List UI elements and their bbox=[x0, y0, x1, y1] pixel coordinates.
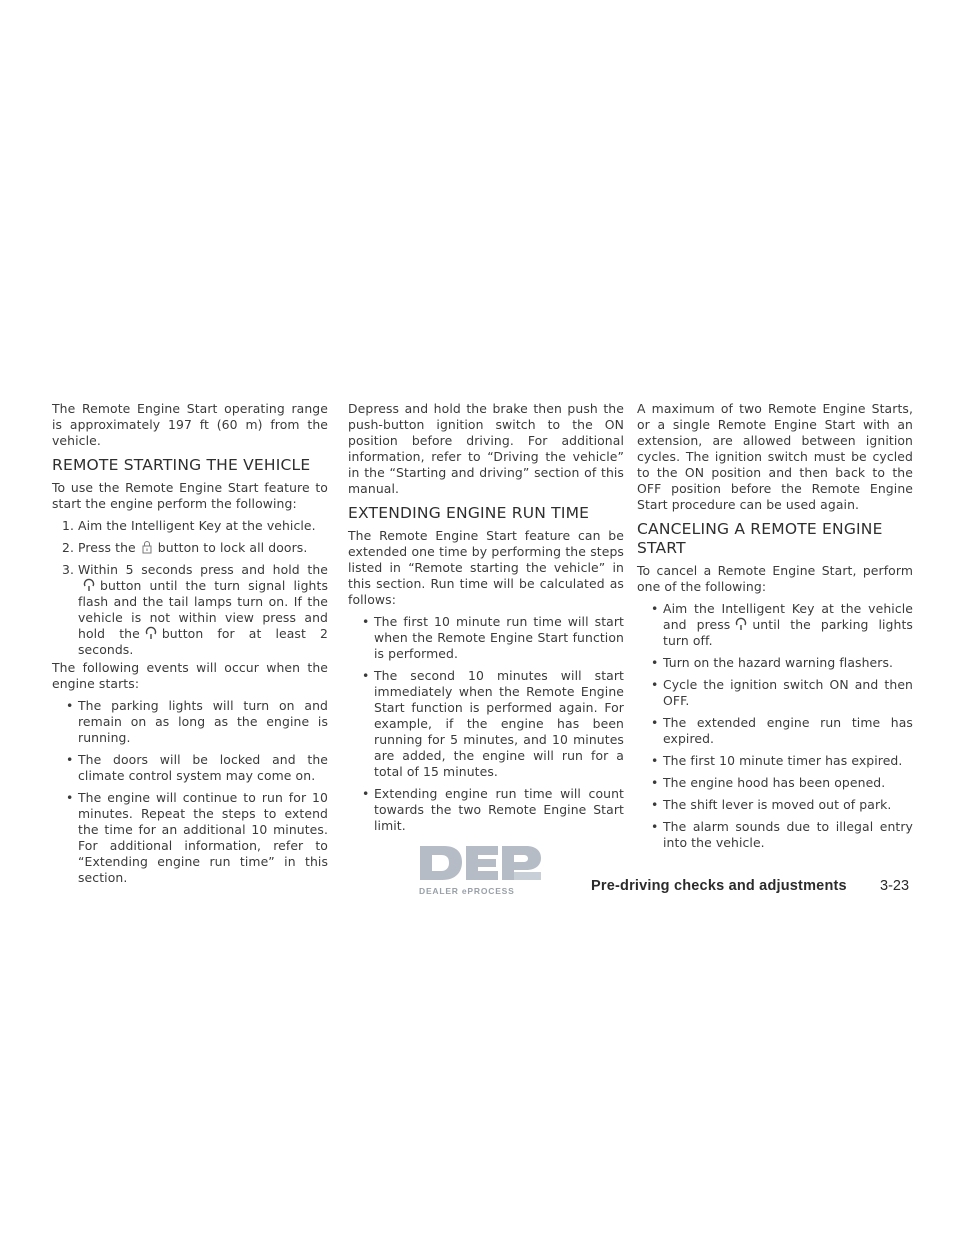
remote-start-icon bbox=[730, 617, 752, 631]
lock-icon bbox=[136, 540, 158, 554]
list-item: • The engine hood has been opened. bbox=[651, 775, 886, 790]
step-1: 1. Aim the Intelligent Key at the vehicle. bbox=[62, 518, 316, 533]
column-1 bbox=[52, 401, 328, 886]
cancel-list bbox=[637, 601, 913, 851]
dep-watermark-text: DEALER ePROCESS bbox=[419, 886, 515, 896]
cancel-intro: To cancel a Remote Engine Start, perform one of the following: bbox=[637, 563, 913, 594]
list-item: • The first 10 minute timer has expired. bbox=[651, 753, 903, 768]
maximum-starts-paragraph: A maximum of two Remote Engine Starts, or a single Remote Engine Start with an extension, are allowed between ignition cycles. The ignition switch must be cycled to the ON position and then back to the OFF position before the Remote Engine Start procedure can be used again. bbox=[637, 401, 913, 512]
list-item: • Cycle the ignition switch ON and then OFF. bbox=[651, 677, 913, 708]
remote-start-steps bbox=[52, 518, 328, 658]
list-item: • The doors will be locked and the climate control system may come on. bbox=[66, 752, 328, 783]
step-2: 2. Press the button to lock all doors. bbox=[62, 540, 308, 555]
list-item: • The engine will continue to run for 10 minutes. Repeat the steps to extend the time for an additional 10 minutes. For additional information, refer to “Extending engine run time” in this section. bbox=[66, 790, 328, 885]
list-item: • The parking lights will turn on and remain on as long as the engine is running. bbox=[66, 698, 328, 745]
run-time-list bbox=[348, 614, 624, 834]
page-number: 3-23 bbox=[880, 878, 910, 894]
list-item: • The shift lever is moved out of park. bbox=[651, 797, 892, 812]
section-title: Pre-driving checks and adjustments bbox=[591, 878, 847, 894]
brake-paragraph: Depress and hold the brake then push the push-button ignition switch to the ON position before driving. For additional information, refer to “Driving the vehicle” in the “Starting and driving” section of this manual. bbox=[348, 401, 624, 496]
extending-intro: The Remote Engine Start feature can be extended one time by performing the steps listed in “Remote starting the vehicle” in this section. Run time will be calculated as follows: bbox=[348, 528, 624, 607]
remote-start-intro: To use the Remote Engine Start feature to start the engine perform the following: bbox=[52, 480, 328, 511]
list-item: • The second 10 minutes will start immediately when the Remote Engine Start function is performed again. For example, if the engine has been running for 5 minutes, and 10 minutes are added, the engine will run for a total of 15 minutes. bbox=[362, 668, 624, 779]
remote-start-icon bbox=[78, 578, 100, 592]
list-item: • Aim the Intelligent Key at the vehicle and press until the parking lights turn off. bbox=[651, 601, 913, 648]
heading-canceling: CANCELING A REMOTE ENGINE START bbox=[637, 520, 883, 557]
heading-remote-starting: REMOTE STARTING THE VEHICLE bbox=[52, 456, 311, 474]
remote-start-icon bbox=[140, 626, 162, 640]
step-3: 3. Within 5 seconds press and hold thebutton until the turn signal lights flash and the tail lamps turn on. If the vehicle is not within view press and hold the button for at least 2 seconds. bbox=[62, 562, 328, 657]
column-3 bbox=[637, 401, 913, 851]
column-2 bbox=[348, 401, 624, 834]
list-item: • Extending engine run time will count towards the two Remote Engine Start limit. bbox=[362, 786, 624, 833]
list-item: • The extended engine run time has expired. bbox=[651, 715, 913, 746]
events-intro: The following events will occur when the engine starts: bbox=[52, 660, 328, 691]
list-item: • Turn on the hazard warning flashers. bbox=[651, 655, 894, 670]
events-list bbox=[52, 698, 328, 886]
list-item: • The alarm sounds due to illegal entry into the vehicle. bbox=[651, 819, 913, 850]
list-item: • The first 10 minute run time will start when the Remote Engine Start function is performed. bbox=[362, 614, 624, 661]
heading-extending-run-time: EXTENDING ENGINE RUN TIME bbox=[348, 504, 590, 522]
intro-paragraph: The Remote Engine Start operating range is approximately 197 ft (60 m) from the vehicle. bbox=[52, 401, 328, 448]
